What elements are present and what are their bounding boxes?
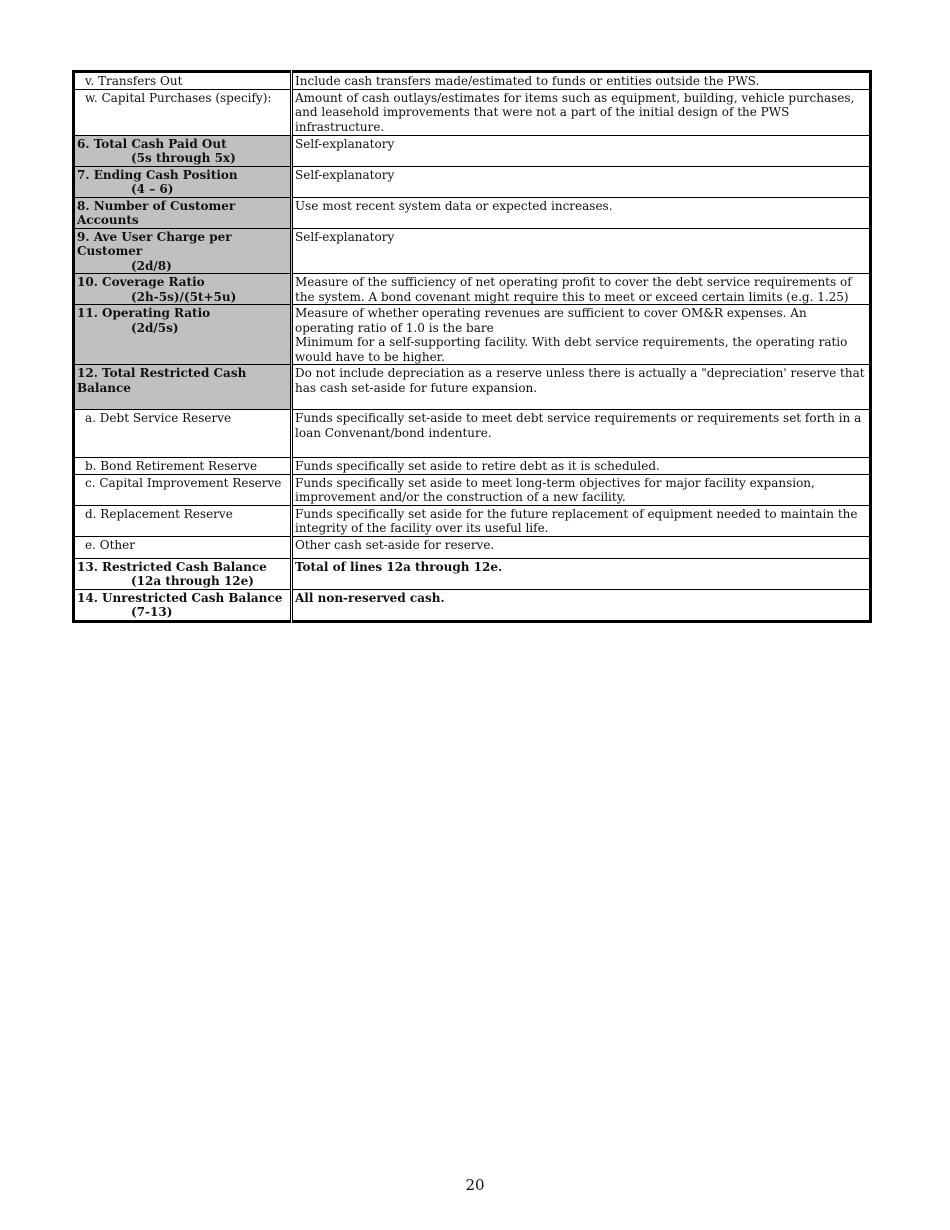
description-text: Funds specifically set aside to retire debt as it is scheduled. xyxy=(295,459,660,473)
label-text: 12. Total Restricted Cash Balance xyxy=(77,366,247,395)
row-description xyxy=(292,365,871,410)
row-description xyxy=(292,505,871,536)
row-label xyxy=(74,558,292,589)
row-description xyxy=(292,558,871,589)
page-number: 20 xyxy=(465,1176,485,1194)
label-formula: (5s through 5x) xyxy=(131,151,236,165)
row-description xyxy=(292,474,871,505)
label-text: 10. Coverage Ratio xyxy=(77,275,205,289)
label-formula: (2d/8) xyxy=(131,258,172,273)
label-text: c. Capital Improvement Reserve xyxy=(85,475,282,490)
label-text: 11. Operating Ratio xyxy=(77,306,211,320)
description-text: Funds specifically set aside to meet long-term objectives for major facility expansion, improvement and/or the construction of a new facility. xyxy=(295,475,815,504)
row-label xyxy=(74,274,292,305)
description-text: Funds specifically set-aside to meet debt service requirements or requirements set forth in a loan Convenant/bond indenture. xyxy=(295,411,862,440)
table-row xyxy=(74,589,871,621)
description-text: Measure of the sufficiency of net operating profit to cover the debt service requirements of the system. A bond covenant might require this to meet or exceed certain limits (e.g. 1.25) xyxy=(295,275,852,304)
label-text: v. Transfers Out xyxy=(85,74,183,88)
row-description xyxy=(292,135,871,166)
description-text: Minimum for a self-supporting facility. With debt service requirements, the operating ratio would have to be higher. xyxy=(295,335,848,364)
description-text: Include cash transfers made/estimated to funds or entities outside the PWS. xyxy=(295,74,760,88)
table-row xyxy=(74,365,871,410)
row-label xyxy=(74,505,292,536)
row-description xyxy=(292,410,871,458)
row-description xyxy=(292,89,871,135)
table-row xyxy=(74,228,871,274)
table-row xyxy=(74,72,871,90)
row-label xyxy=(74,410,292,458)
row-description xyxy=(292,589,871,621)
row-label xyxy=(74,458,292,475)
description-text: Self-explanatory xyxy=(295,136,395,151)
table-row xyxy=(74,305,871,365)
table-row xyxy=(74,166,871,197)
row-label xyxy=(74,474,292,505)
description-text: Measure of whether operating revenues are sufficient to cover OM&R expenses. An operating ratio of 1.0 is the bare xyxy=(295,306,807,335)
row-description xyxy=(292,228,871,274)
description-text: Other cash set-aside for reserve. xyxy=(295,537,495,552)
label-text: 7. Ending Cash Position xyxy=(77,167,238,182)
row-label xyxy=(74,228,292,274)
description-text: Do not include depreciation as a reserve unless there is actually a "depreciation' reserve that has cash set-aside for future expansion. xyxy=(295,366,865,395)
row-description xyxy=(292,458,871,475)
row-description xyxy=(292,197,871,228)
label-text: 9. Ave User Charge per Customer xyxy=(77,229,232,258)
label-formula: (4 – 6) xyxy=(131,182,174,196)
row-label xyxy=(74,305,292,365)
description-text: Amount of cash outlays/estimates for items such as equipment, building, vehicle purchases, and leasehold improvements that were not a part of the initial design of the PWS infrastructure. xyxy=(295,90,855,134)
row-label xyxy=(74,197,292,228)
glossary-table xyxy=(72,70,872,623)
label-formula: (12a through 12e) xyxy=(131,574,254,588)
description-text: Funds specifically set aside for the future replacement of equipment needed to maintain the integrity of the facility over its useful life. xyxy=(295,506,858,535)
table-row xyxy=(74,274,871,305)
row-description xyxy=(292,305,871,365)
label-text: a. Debt Service Reserve xyxy=(85,411,232,425)
row-description xyxy=(292,536,871,558)
table-row xyxy=(74,558,871,589)
row-label xyxy=(74,166,292,197)
table-row xyxy=(74,410,871,458)
description-text: Use most recent system data or expected increases. xyxy=(295,198,613,213)
label-text: 13. Restricted Cash Balance xyxy=(77,559,267,574)
row-description xyxy=(292,72,871,90)
label-formula: (2h-5s)/(5t+5u) xyxy=(131,289,237,304)
label-text: b. Bond Retirement Reserve xyxy=(85,459,258,473)
row-label xyxy=(74,365,292,410)
description-text: All non-reserved cash. xyxy=(295,590,445,605)
row-description xyxy=(292,166,871,197)
table-row xyxy=(74,89,871,135)
label-formula: (2d/5s) xyxy=(131,320,179,335)
row-label xyxy=(74,89,292,135)
label-text: w. Capital Purchases (specify): xyxy=(85,90,272,105)
row-label xyxy=(74,135,292,166)
label-text: 14. Unrestricted Cash Balance xyxy=(77,590,283,605)
row-description xyxy=(292,274,871,305)
table-row xyxy=(74,135,871,166)
table-row xyxy=(74,536,871,558)
description-text: Total of lines 12a through 12e. xyxy=(295,559,503,574)
row-label xyxy=(74,589,292,621)
table-row xyxy=(74,197,871,228)
row-label xyxy=(74,536,292,558)
label-text: e. Other xyxy=(85,537,135,552)
label-text: d. Replacement Reserve xyxy=(85,506,233,521)
label-formula: (7-13) xyxy=(131,605,173,619)
description-text: Self-explanatory xyxy=(295,167,395,182)
label-text: 8. Number of Customer Accounts xyxy=(77,198,236,227)
row-label xyxy=(74,72,292,90)
label-text: 6. Total Cash Paid Out xyxy=(77,136,227,151)
table-row xyxy=(74,474,871,505)
description-text: Self-explanatory xyxy=(295,229,395,244)
table-row xyxy=(74,458,871,475)
table-row xyxy=(74,505,871,536)
